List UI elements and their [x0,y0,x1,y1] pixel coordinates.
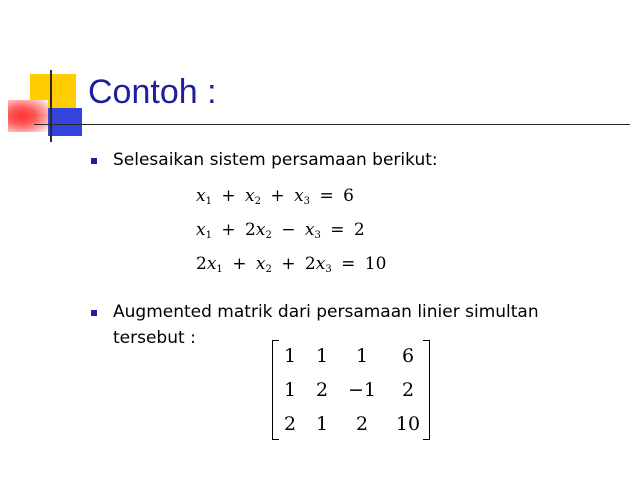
equation-operator: + [232,254,247,274]
equation-operator: − [281,220,296,240]
equation-subscript: 3 [303,196,311,207]
matrix-cell: 1 [315,413,329,435]
equation-subscript: 2 [265,264,272,275]
bullet-marker [91,310,97,316]
equation-subscript: 1 [205,196,212,207]
equation-3 [196,252,386,276]
equation-term: x [315,254,326,274]
bullet-text: Augmented matrik dari persamaan linier simultan [113,302,539,322]
equals-sign: = [330,220,345,240]
equation-subscript: 3 [314,230,321,241]
decorative-red-square [8,100,48,132]
equals-sign: = [341,254,356,274]
equation-operator: + [221,220,236,240]
equation-subscript: 1 [216,264,223,275]
equation-subscript: 1 [205,230,212,241]
matrix-cell: 1 [355,345,369,367]
equation-subscript: 3 [325,264,332,275]
equation-subscript: 2 [265,230,272,241]
title-underline [34,124,630,125]
matrix-cell: 2 [283,413,297,435]
equation-term: x [255,220,266,240]
equation-term: x [196,186,206,206]
matrix-cell: 2 [315,379,329,401]
equation-2 [196,218,365,242]
equation-term: x [255,254,266,274]
equation-rhs: 6 [343,186,354,206]
matrix-cell: 2 [355,413,369,435]
equation-term: x [245,186,255,206]
equation-operator: + [270,186,285,206]
matrix-cell: 1 [283,345,297,367]
bullet-marker [91,158,97,164]
decorative-vertical-line [50,70,52,142]
bullet-text: Selesaikan sistem persamaan berikut: [113,150,438,170]
equation-term: x [294,186,304,206]
equals-sign: = [319,186,334,206]
equation-coefficient: 2 [196,254,207,274]
matrix-cell: 2 [401,379,415,401]
equation-1 [196,184,354,208]
augmented-matrix [272,340,430,438]
matrix-cell: 10 [395,413,421,435]
equation-coefficient: 2 [245,220,256,240]
matrix-cell: −1 [347,379,376,401]
slide-title: Contoh : [88,73,217,111]
equation-term: x [304,220,315,240]
matrix-cell: 1 [283,379,297,401]
decorative-blue-square [48,108,82,136]
equation-operator: + [281,254,296,274]
bullet-text-continued: tersebut : [113,328,196,348]
equation-term: x [196,220,206,240]
equation-term: x [206,254,217,274]
equation-coefficient: 2 [304,254,316,274]
equation-rhs: 10 [364,254,387,274]
matrix-cell: 1 [315,345,329,367]
equation-subscript: 2 [254,196,261,207]
matrix-cell: 6 [401,345,415,367]
equation-operator: + [221,186,236,206]
equation-rhs: 2 [353,220,365,240]
